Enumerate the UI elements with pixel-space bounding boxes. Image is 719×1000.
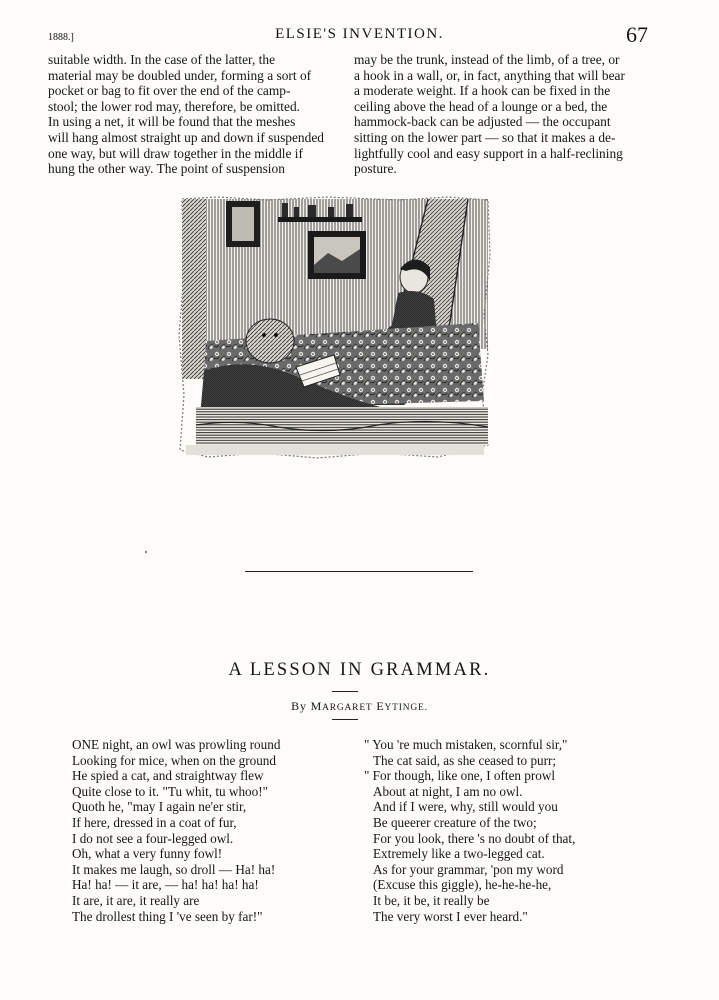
poem-line: (Excuse this giggle), he-he-he-he, [373, 877, 552, 893]
text-line: will hang almost straight up and down if suspended [48, 129, 324, 145]
poem-line: Oh, what a very funny fowl! [72, 846, 223, 862]
text-line: sitting on the lower part — so that it makes a de- [354, 129, 616, 145]
poem-byline [0, 699, 719, 714]
text-line: In using a net, it will be found that the meshes [48, 114, 296, 130]
poem-column-right [364, 737, 575, 924]
poem-column-left [72, 737, 280, 924]
byline-prefix: By [291, 699, 311, 713]
poem-line: The very worst I ever heard." [373, 908, 528, 924]
author-last-rest: YTINGE. [384, 703, 428, 713]
text-line: pocket or bag to fit over the end of the camp- [48, 83, 291, 99]
poem-line: It makes me laugh, so droll — Ha! ha! [72, 861, 276, 877]
text-line: stool; the lower rod may, therefore, be omitted. [48, 98, 300, 114]
printer-mark [145, 551, 147, 553]
body-column-left [48, 52, 338, 177]
poem-line: For you look, there 's no doubt of that, [373, 830, 576, 846]
author-last-initial: E [376, 699, 385, 713]
wall-shelf [278, 217, 362, 222]
header-year: 1888.] [48, 32, 74, 43]
text-line: lightfully cool and easy support in a half-reclining [354, 145, 623, 161]
sofa-base [196, 407, 488, 445]
poem-line: I do not see a four-legged owl. [72, 830, 234, 846]
poem-line: About at night, I am no owl. [373, 783, 523, 799]
engraving-illustration [178, 195, 492, 460]
text-line: posture. [354, 161, 397, 177]
author-first-rest: ARGARET [322, 703, 373, 713]
poem-line: Be queerer creature of the two; [373, 814, 537, 830]
poem-line: It be, it be, it really be [373, 892, 490, 908]
poem-line: Extremely like a two-legged cat. [373, 846, 545, 862]
text-line: a moderate weight. If a hook can be fixed in the [354, 83, 611, 99]
poem-line: Looking for mice, when on the ground [72, 752, 276, 768]
poem-line: " You 're much mistaken, scornful sir," [364, 737, 568, 752]
text-line: one way, but will draw together in the middle if [48, 145, 303, 161]
text-line: may be the trunk, instead of the limb, of a tree, or [354, 52, 620, 67]
text-line: material may be doubled under, forming a sort of [48, 67, 312, 83]
text-line: hung the other way. The point of suspension [48, 161, 285, 177]
text-line: hammock-back can be adjusted — the occupant [354, 114, 611, 130]
running-title: ELSIE'S INVENTION. [275, 26, 444, 42]
poem-line: " For though, like one, I often prowl [364, 768, 556, 784]
author-first-initial: M [310, 699, 323, 713]
poem-line: ONE night, an owl was prowling round [72, 737, 281, 752]
poem-line: It are, it are, it really are [72, 892, 200, 908]
poem-line: He spied a cat, and straightway flew [72, 768, 264, 784]
title-rule [332, 691, 358, 692]
page-number: 67 [626, 22, 648, 47]
poem-line: Ha! ha! — it are, — ha! ha! ha! ha! [72, 877, 259, 893]
dog [246, 319, 294, 363]
body-column-right [354, 52, 654, 177]
text-line: ceiling above the head of a lounge or a bed, the [354, 98, 608, 114]
section-divider [245, 571, 473, 572]
text-line: suitable width. In the case of the latter, the [48, 52, 276, 67]
poem-line: Quoth he, "may I again ne'er stir, [72, 799, 247, 815]
poem-line: And if I were, why, still would you [373, 799, 558, 815]
poem-line: The cat said, as she ceased to purr; [373, 752, 557, 768]
poem-line: Quite close to it. "Tu whit, tu whoo!" [72, 783, 269, 799]
poem-line: If here, dressed in a coat of fur, [72, 814, 237, 830]
byline-rule [332, 719, 358, 720]
poem-line: As for your grammar, 'pon my word [373, 861, 564, 877]
curtain [182, 199, 206, 379]
text-line: a hook in a wall, or, in fact, anything that will bear [354, 67, 625, 83]
poem-line: The drollest thing I 've seen by far!" [72, 908, 263, 924]
poem-title: A LESSON IN GRAMMAR. [228, 660, 491, 680]
